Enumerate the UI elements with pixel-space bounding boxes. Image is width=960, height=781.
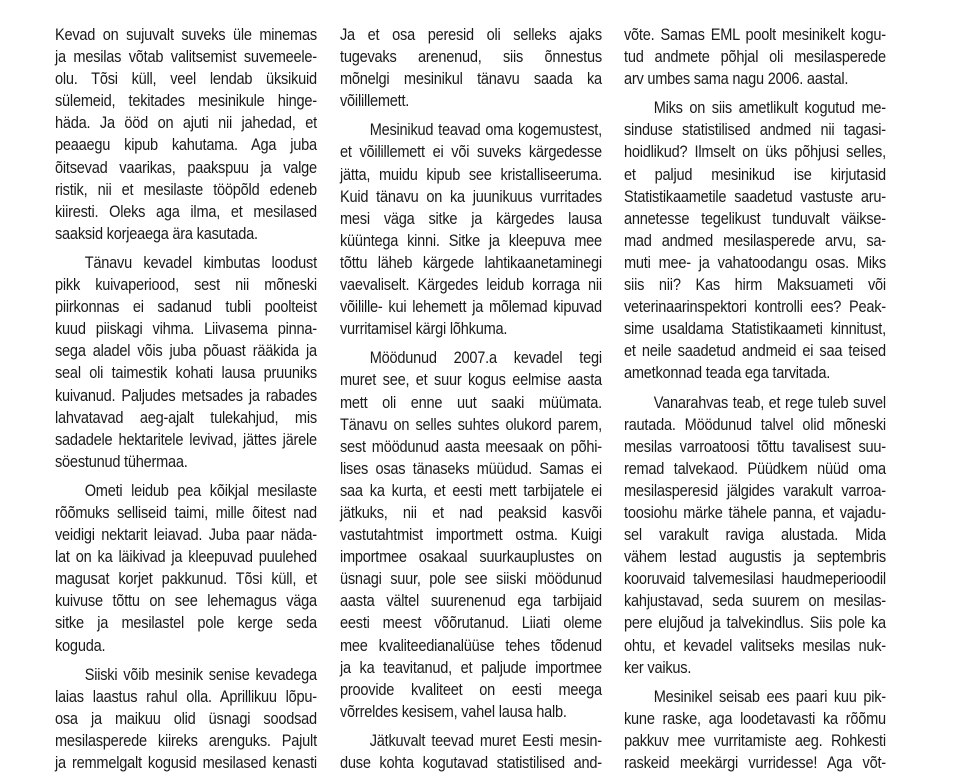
text-line: häda. Ja ööd on ajuti nii jahedad, et (55, 114, 317, 133)
paragraph (624, 97, 886, 384)
text-line: muti mee- ja vahatoodangu osas. Miks (624, 253, 886, 272)
text-line: lat on ka läikivad ja kleepuvad puulehed (55, 548, 317, 567)
text-line: Kevad on sujuvalt suveks üle minemas (55, 26, 317, 44)
text-line: sel varakult raviga alustada. Mida (624, 526, 886, 545)
paragraph (340, 119, 602, 340)
text-line: vastutahtmist importmett ostma. Kuigi (340, 526, 602, 545)
text-line: Tänavu on selles suhtes olukord parem, (340, 415, 602, 434)
text-line: mett oli enne uut saaki müümata. (340, 393, 602, 412)
paragraph (340, 347, 602, 723)
text-line: et neile saadetud andmeid ei saa teised (624, 342, 886, 361)
text-line: saaksid korjeaega ära kasutada. (55, 224, 258, 243)
text-line: kuivanud. Paljudes metsades ja rabades (55, 386, 317, 405)
text-line: sest möödunud aasta meesaak on põhi- (340, 437, 602, 456)
text-line: ja remmelgalt kogusid mesilased kenasti (55, 754, 317, 772)
text-line: mesi väga sitke ja kärgedes lausa (340, 209, 602, 228)
text-line: vurritamisel kärgi lõhkuma. (340, 320, 508, 339)
text-line: Ometi leidub pea kõikjal mesilaste (84, 481, 317, 500)
text-line: proovide kvaliteet on eesti meega (340, 680, 602, 699)
text-line: söestunud tühermaa. (55, 452, 188, 471)
text-line: vaevaliselt. Kärgedes leidub korraga nii (340, 276, 602, 295)
text-line: üsnagi suur, pole see siiski möödunud (340, 570, 602, 589)
text-line: võrreldes kesisem, vahel lausa halb. (340, 702, 567, 721)
text-line: küüntega kinni. Sitke ja kleepuva mee (340, 231, 602, 250)
text-line: siis nii? Kas hirm Maksuameti või (624, 276, 886, 295)
text-line: sime usaldama Statistikaameti kinnitust, (624, 320, 886, 339)
text-line: Miks on siis ametlikult kogutud me- (653, 99, 886, 118)
text-line: rõõmuks selliseid taimi, mille õitest nad (55, 503, 317, 522)
text-line: jätta, muidu kipub see kristalliseeruma. (340, 165, 602, 184)
text-line: pikk kuivaperiood, sest nii mõneski (55, 276, 317, 295)
text-column-1 (55, 24, 317, 781)
text-line: sadadele hektaritele levivad, jättes järele (55, 430, 317, 449)
text-line: piirkonnas ei sadanud tubli poolteist (55, 298, 317, 317)
text-line: arv umbes sama nagu 2006. aastal. (624, 70, 849, 89)
text-line: toosiohu märke tähele panna, et vajadu- (624, 503, 886, 522)
text-line: hoidlikud? Ilmselt on üks põhjusi selles, (624, 143, 886, 162)
text-line: kiiresti. Oleks aga ilma, et mesilased (55, 202, 317, 221)
text-line: annetesse tegelikust tunduvalt väikse- (624, 209, 886, 228)
text-line: veidigi nektarit leiavad. Juba paar näda- (55, 526, 317, 545)
text-line: remad talvekaod. Püüdkem nüüd oma (624, 459, 886, 478)
text-line: kuivuse tõttu on see lehemagus väga (55, 592, 317, 611)
text-line: sinduse statistilised andmed nii tagasi- (624, 121, 886, 140)
text-line: mesilasperesid jälgides varakult varroa- (624, 481, 886, 500)
text-line: duse kohta kogutavad statistilised and- (340, 754, 602, 772)
text-line: importmee osakaal suurkauplustes on (340, 548, 602, 567)
paragraph (55, 664, 317, 774)
text-line: Jätkuvalt teevad muret Eesti mesin- (369, 731, 602, 750)
paragraph (340, 730, 602, 774)
text-line: Tänavu kevadel kimbutas loodust (84, 253, 317, 272)
text-line: ametkonnad teada ega tarvitada. (624, 364, 831, 383)
text-line: kahjustavad, seda suurem on mesilas- (624, 592, 886, 611)
paragraph (55, 24, 317, 245)
text-line: tugevaks arenenud, siis õnnestus (340, 48, 602, 67)
text-line: ristik, nii et mesilaste tööpõld edeneb (55, 180, 317, 199)
text-line: kune raske, aga loodetavasti ka rõõmu (624, 709, 886, 728)
text-line: seal oli taimestik kohati lausa pruuniks (55, 364, 317, 383)
text-line: rautada. Möödunud talvel olid mõneski (624, 415, 886, 434)
text-column-3 (624, 24, 886, 781)
text-line: Mesinikud teavad oma kogemustest, (369, 121, 602, 140)
text-line: Siiski võib mesinik senise kevadega (84, 665, 317, 684)
text-line: raskeid meekärgi vurridesse! Aga võt- (624, 754, 886, 772)
text-line: sitke ja mesilastel pole kerge seda (55, 614, 317, 633)
text-line: Möödunud 2007.a kevadel tegi (369, 349, 602, 368)
text-line: õitsevad vaarikas, paakspuu ja valge (55, 158, 317, 177)
text-line: jätkuks, nii et nad peaksid kasvõi (340, 503, 602, 522)
text-line: veterinaarinspektori kontrolli ees? Peak- (624, 298, 886, 317)
text-line: aasta vältel suurenenud ega tarbijaid (340, 592, 602, 611)
paragraph (624, 686, 886, 774)
text-line: kuud piiskagi vihma. Liivasema pinna- (55, 320, 317, 339)
text-column-2 (340, 24, 602, 781)
text-line: sega aladel võis juba põuast rääkida ja (55, 342, 317, 361)
text-line: Vanarahvas teab, et rege tuleb suvel (653, 393, 886, 412)
paragraph (624, 392, 886, 679)
text-line: olu. Tõsi küll, veel lendab üksikuid (55, 70, 317, 89)
text-line: Kuid tänavu on ka juunikuus vurritades (340, 187, 602, 206)
text-line: ja mesilas võtab valitsemist suvemeele- (55, 48, 317, 67)
text-line: tud andmete põhjal oli mesilasperede (624, 48, 886, 67)
text-line: osa ja maikuu olid üsnagi soodsad (55, 709, 317, 728)
text-line: et võilillemett ei või suveks kärgedesse (340, 143, 602, 162)
text-line: Statistikaametile saadetud vastuste aru- (624, 187, 886, 206)
text-line: magusat korjet pakkunud. Tõsi küll, et (55, 570, 317, 589)
text-line: lises osas tänaseks müüdud. Samas ei (340, 459, 602, 478)
text-line: ohtu, et kevadel valitseks mesilas nuk- (624, 636, 886, 655)
text-line: võilillemett. (340, 92, 410, 111)
text-line: Ja et osa peresid oli selleks ajaks (340, 26, 602, 44)
text-line: mee kvaliteedianalüüse tehes tõdenud (340, 636, 602, 655)
paragraph (55, 252, 317, 473)
text-line: ker vaikus. (624, 658, 692, 677)
text-line: muret see, et suur kogus eelmise aasta (340, 371, 602, 390)
text-line: laias laastus rahul olla. Aprillikuu lõpu- (55, 687, 317, 706)
text-line: pere elujõud ja talvekindlus. Siis pole ka (624, 614, 886, 633)
text-line: peaaegu kipub kahutama. Aga juba (55, 136, 317, 155)
text-line: ja ka teavitanud, et paljude importmee (340, 658, 602, 677)
paragraph (340, 24, 602, 112)
text-line: võilille- kui lehemett ja mõlemad kipuvad (340, 298, 602, 317)
text-line: lahvatavad aeg-ajalt tulekahjud, mis (55, 408, 317, 427)
text-line: mõnelgi mesinikul tänavu saada ka (340, 70, 602, 89)
text-line: kooruvaid talvemesilasi haudmeperioodil (624, 570, 886, 589)
text-line: koguda. (55, 636, 106, 655)
text-line: võte. Samas EML poolt mesinikelt kogu- (624, 26, 886, 44)
text-line: pakkuv mee vurritamiste aeg. Rohkesti (624, 731, 886, 750)
text-line: Mesinikel seisab ees paari kuu pik- (653, 687, 886, 706)
text-line: mesilasperede kiireks arenguks. Pajult (55, 731, 317, 750)
text-line: sülemeid, tekitades mesinikule hinge- (55, 92, 317, 111)
paragraph (624, 24, 886, 90)
text-line: vähem lestad augustis ja septembris (624, 548, 886, 567)
text-line: eesti meest võõrutanud. Liiati oleme (340, 614, 602, 633)
text-line: mad andmed mesilasperede arvu, sa- (624, 231, 886, 250)
text-line: mesilas varroatoosi tõttu tavalisest suu- (624, 437, 886, 456)
text-line: saa ka kurta, et eesti mett tarbijatele ei (340, 481, 602, 500)
text-line: et paljud mesinikud ise kirjutasid (624, 165, 886, 184)
paragraph (55, 480, 317, 657)
text-line: tõttu läheb kärgede lahtikaanetaminegi (340, 253, 602, 272)
